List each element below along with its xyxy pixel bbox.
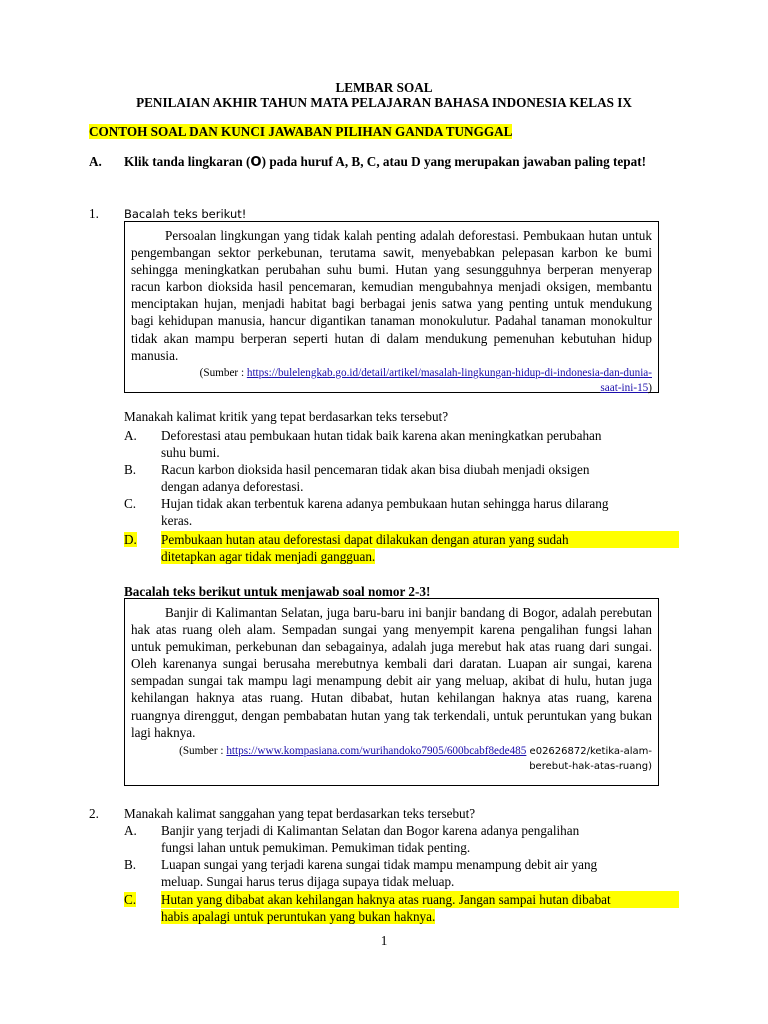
option-b-text: Luapan sungai yang terjadi karena sungai tidak mampu menampung debit air yang meluap. Sungai harus terus dijaga supaya tidak meluap. — [161, 857, 598, 889]
passage-text: Banjir di Kalimantan Selatan, juga baru-baru ini banjir bandang di Bogor, adalah perebutan hak atas ruang oleh alam. Sempadan sungai yang menyempit karena pengalihan fungsi lahan untuk pemukiman, perkebunan dan sebagainya, adalah juga merebut hak atas ruang dari sungai. Oleh karenanya sungai berusaha merebutnya kembali dari daratan. Luapan air sungai, karena sempadan sungai tak mampu lagi menampung debit air yang meluap, akibat di hulu, hutan juga kehilangan haknya atas ruang. Hutan dibabat, hutan kehilangan haknya atas ruang, karena ruangnya direnggut, dengan pembabatan hutan yang tak terkendali, untuk peruntukan yang bukan lagi haknya. — [131, 605, 652, 740]
question-prompt: Bacalah teks berikut! — [124, 207, 247, 221]
document-subtitle: PENILAIAN AKHIR TAHUN MATA PELAJARAN BAHASA INDONESIA KELAS IX — [136, 95, 632, 110]
source-link[interactable]: https://bulelengkab.go.id/detail/artikel/masalah-lingkungan-hidup-di-indonesia-dan-dunia- — [246, 366, 652, 379]
document-title: LEMBAR SOAL — [335, 80, 433, 95]
option-a-text: Banjir yang terjadi di Kalimantan Selatan dan Bogor karena adanya pengalihan fungsi lahan untuk pemukiman. Pemukiman tidak penting. — [161, 823, 580, 855]
passage-heading: Bacalah teks berikut untuk menjawab soal nomor 2-3! — [124, 584, 431, 599]
passage-source: (Sumber : https://bulelengkab.go.id/detail/artikel/masalah-lingkungan-hidup-di-indonesia-dan-dunia- saat-ini-15) — [199, 366, 652, 394]
question-text: Manakah kalimat sanggahan yang tepat berdasarkan teks tersebut? — [124, 806, 476, 821]
option-label[interactable]: A. — [124, 823, 137, 838]
option-label[interactable]: B. — [124, 857, 137, 872]
passage-box — [124, 221, 659, 393]
source-link-continued[interactable]: saat-ini-15 — [600, 381, 649, 394]
instruction-label: A. — [89, 154, 102, 169]
option-label[interactable]: A. — [124, 428, 137, 443]
passage-text: Persoalan lingkungan yang tidak kalah penting adalah deforestasi. Pembukaan hutan untuk pengembangan sektor perkebunan, terutama sawit, menyebabkan pelepasan karbon ke bumi sehingga meningkatkan perubahan suhu bumi. Hutan yang sesungguhnya berperan menyerap racun karbon dioksida hasil pencemaran, kemudian mengubahnya menjadi oksigen, membantu menciptakan hujan, menjadi habitat bagi berbagai jenis satwa yang penting untuk mendukung bagi kehidupan manusia, hancur digantikan tanaman monokulutur. Padahal tanaman monokultur tidak akan mampu berperan seperti hutan di dalam mendukung pemenuhan kebutuhan hidup manusia. — [131, 228, 652, 363]
option-c-text-correct: Hutan yang dibabat akan kehilangan haknya atas ruang. Jangan sampai hutan dibabat habis apalagi untuk peruntukan yang bukan haknya. — [161, 891, 679, 925]
source-link[interactable]: https://www.kompasiana.com/wurihandoko7905/600bcabf8ede485 — [226, 744, 527, 757]
question-text: Manakah kalimat kritik yang tepat berdasarkan teks tersebut? — [124, 409, 449, 424]
option-b-text: Racun karbon dioksida hasil pencemaran tidak akan bisa diubah menjadi oksigen dengan adanya deforestasi. — [161, 462, 590, 494]
option-a-text: Deforestasi atau pembukaan hutan tidak baik karena akan meningkatkan perubahan suhu bumi. — [161, 428, 602, 460]
section-heading-text: CONTOH SOAL DAN KUNCI JAWABAN PILIHAN GANDA TUNGGAL — [89, 124, 513, 139]
instruction-text: Klik tanda lingkaran (O) pada huruf A, B, C, atau D yang merupakan jawaban paling tepat! — [124, 154, 646, 170]
question-number: 2. — [89, 806, 99, 821]
section-heading — [89, 123, 512, 140]
option-c-text: Hujan tidak akan terbentuk karena adanya pembukaan hutan sehingga harus dilarang keras. — [161, 496, 609, 528]
option-d-text-correct: Pembukaan hutan atau deforestasi dapat dilakukan dengan aturan yang sudah ditetapkan agar tidak menjadi gangguan. — [161, 531, 679, 565]
option-label[interactable]: D. — [124, 532, 137, 547]
passage-box — [124, 598, 659, 786]
question-number: 1. — [89, 206, 99, 221]
option-label[interactable]: C. — [124, 892, 137, 907]
circle-icon: O — [250, 155, 262, 170]
option-label[interactable]: B. — [124, 462, 137, 477]
option-label[interactable]: C. — [124, 496, 137, 511]
passage-source: (Sumber : https://www.kompasiana.com/wurihandoko7905/600bcabf8ede485 e02626872/ketika-alam- berebut-hak-atas-ruang) — [179, 744, 652, 772]
page-number: 1 — [380, 933, 388, 948]
